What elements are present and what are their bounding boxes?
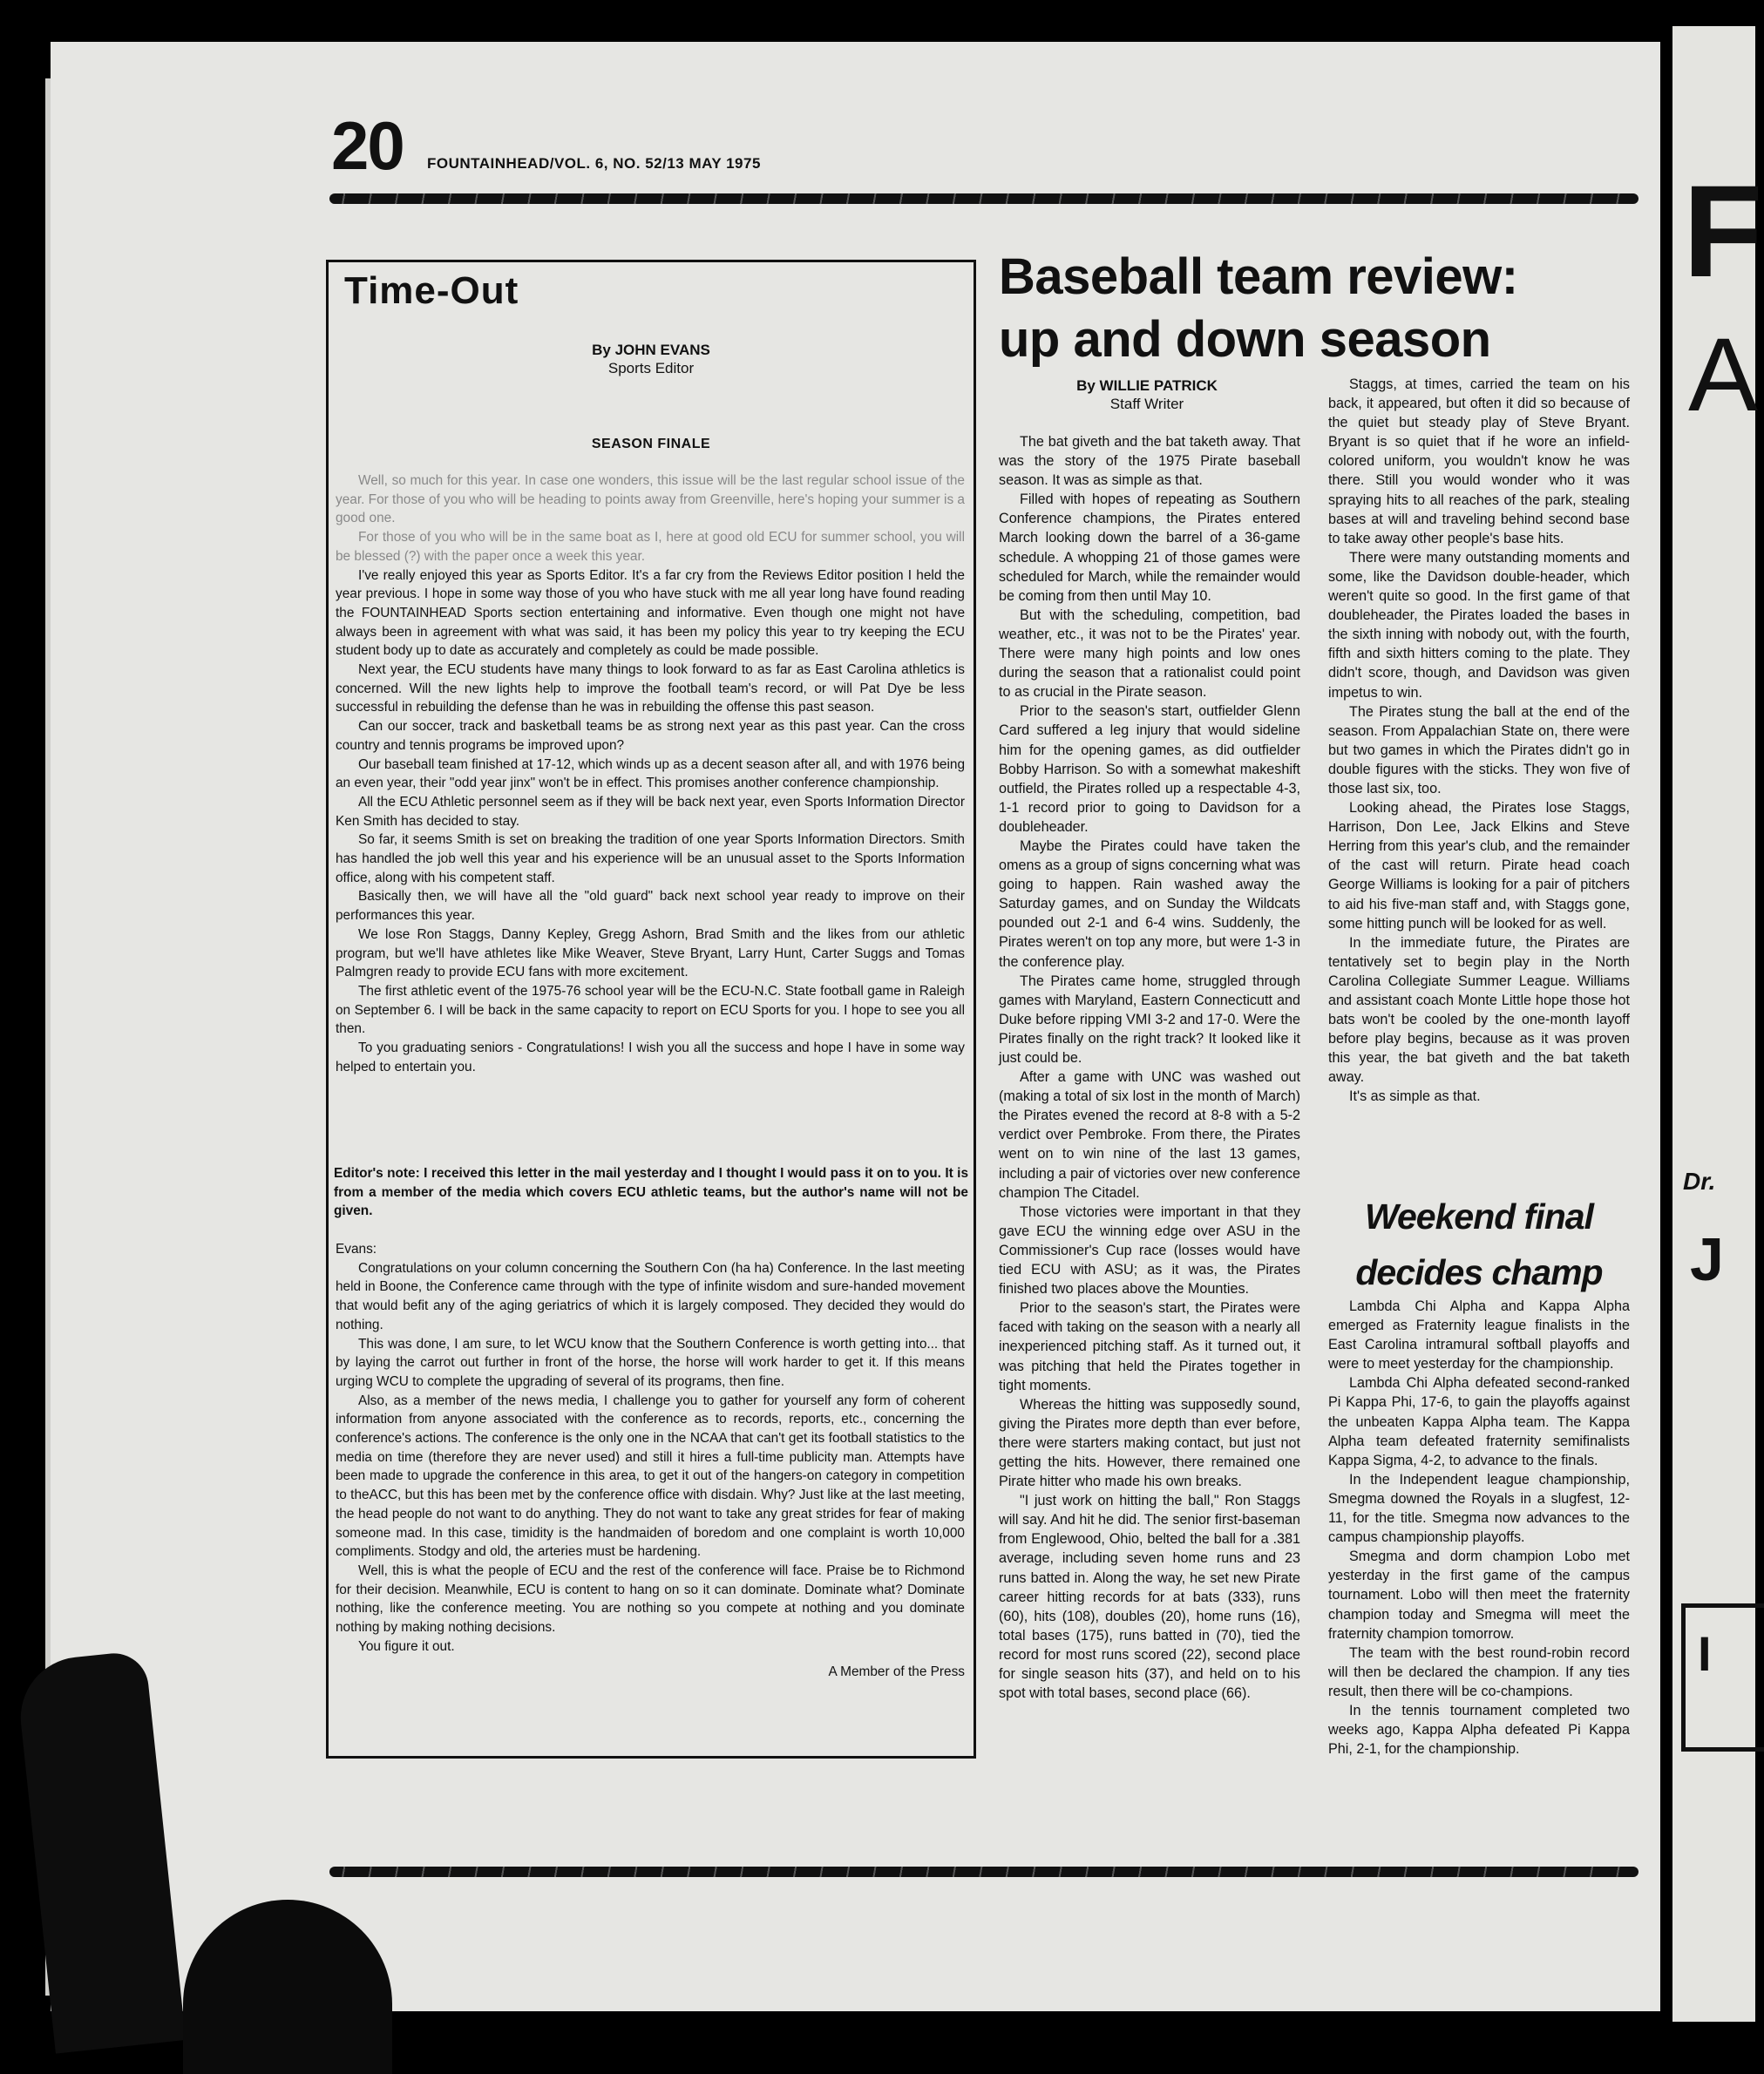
byline-role: Staff Writer	[1109, 396, 1184, 412]
byline-author: By JOHN EVANS	[592, 342, 710, 358]
letter-paragraph: You figure it out.	[358, 1638, 455, 1654]
paragraph: Well, so much for this year. In case one wonders, this issue will be the last regular school issue of the year. For those of you who will be heading to points away from Greenville, here's hoping your summer is a good one.	[336, 473, 965, 526]
paragraph: Filled with hopes of repeating as Southern Conference champions, the Pirates entered March looking down the barrel of a 36-game schedule. A whopping 21 of those games were scheduled for March, while the remainder would be coming from then until May 10.	[999, 491, 1300, 604]
paragraph: Prior to the season's start, outfielder Glenn Card suffered a leg injury that would sideline him for the opening games, as did outfielder Bobby Harrison. So with a somewhat makeshift outfield, the Pirates rolled up a respectable 4-3, 1-1 record prior to going to Davidson for a doubleheader.	[999, 703, 1300, 835]
paragraph: To you graduating seniors - Congratulations! I wish you all the success and hope I have in some way helped to entertain you.	[336, 1040, 965, 1074]
weekend-headline	[1328, 1189, 1630, 1300]
paragraph: Smegma and dorm champion Lobo met yesterday in the first game of the campus tournament. Lobo will then meet the fraternity champion today and Smegma will meet the fraternity champion tomorrow.	[1328, 1549, 1630, 1642]
paragraph: Looking ahead, the Pirates lose Staggs, Harrison, Don Lee, Jack Elkins and Steve Herring from this year's club, and the remainder of the cast will return. Pirate head coach George Williams is looking for a pair of pitchers to aid his five-man staff and, with Staggs gone, some hitting punch will be looked for as well.	[1328, 800, 1630, 932]
letter-paragraph: Congratulations on your column concerning the Southern Con (ha ha) Conference. In the last meeting held in Boone, the Conference came through with the type of infinite wisdom and sure-handed movement that would befit any of the aging geriatrics of which it is largely composed. They decided they would do nothing.	[336, 1260, 965, 1332]
letter-paragraph: Well, this is what the people of ECU and the rest of the conference will face. Praise be to Richmond for their decision. Meanwhile, ECU is content to hang on so it can dominate. Dominate what? Dominate nothing, like the conference meeting. You are nothing so you compete at nothing and you dominate nothing by making nothing decisions.	[336, 1562, 965, 1636]
adjacent-headline-f: F	[1683, 158, 1763, 304]
byline-role: Sports Editor	[607, 360, 695, 376]
column-byline	[329, 341, 974, 377]
column-body	[336, 471, 965, 1077]
column-title: Time-Out	[344, 269, 519, 312]
letter-salutation: Evans:	[336, 1242, 377, 1257]
paragraph: Prior to the season's start, the Pirates were faced with taking on the season with a nearly all inexperienced pitching staff. As it turned out, it was pitching that held the Pirates together in tight moments.	[999, 1300, 1300, 1393]
paragraph: The Pirates stung the ball at the end of the season. From Appalachian State on, there were but two games in which the Pirates didn't go in double figures with the sticks. They won five of those last six, too.	[1328, 703, 1630, 796]
letter-body	[336, 1240, 965, 1682]
paragraph: In the tennis tournament completed two weeks ago, Kappa Alpha defeated Pi Kappa Phi, 2-1, for the championship.	[1328, 1702, 1630, 1758]
adjacent-page	[1660, 26, 1763, 2022]
bottom-decorative-rule	[329, 1867, 1638, 1877]
paragraph: Those victories were important in that they gave ECU the winning edge over ASU in the Commissioner's Cup race (losses would have tied ECU with ASU; as it was, the Pirates finished two places above the Mounties.	[999, 1203, 1300, 1298]
paragraph: The Pirates came home, struggled through games with Maryland, Eastern Connecticutt and Duke before ripping VMI 3-2 and 17-0. Were the Pirates finally on the right track? It looked like it just could be.	[999, 973, 1300, 1066]
paragraph: The first athletic event of the 1975-76 school year will be the ECU-N.C. State football game in Raleigh on September 6. I will be back in the same capacity to report on ECU Sports for you. I hope to see you all then.	[336, 983, 965, 1037]
paragraph: There were many outstanding moments and some, like the Davidson double-header, which weren't quite so good. In the first game of that doubleheader, the Pirates loaded the bases in the sixth inning with nobody out, with the fourth, fifth and sixth hitters coming to the plate. They didn't score, though, and Davidson was given impetus to win.	[1328, 549, 1630, 701]
headline-line: up and down season	[999, 311, 1491, 368]
byline-author: By WILLIE PATRICK	[1076, 377, 1218, 394]
paragraph: So far, it seems Smith is set on breaking the tradition of one year Sports Information Directors. Smith has handled the job well this year and his experience will be an unusual asset to the Sports Information office, along with his competent staff.	[336, 832, 965, 885]
letter-paragraph: Also, as a member of the news media, I challenge you to gather for yourself any form of coherent information from anyone associated with the conference as to records, reports, etc., concerning the conference's actions. The conference is the only one in the NCAA that can't get its football statistics to the media on time (therefore they are never used) and still it hires a full-time publicity man. Attempts have been made to upgrade the conference in this area, to get it out of the hangers-on category in competition to theACC, but this has been met by the conference office with disdain. Why? Just like at the last meeting, the head people do not want to do anything. They do not want to take any great strides for fear of making someone mad. In this case, timidity is the handmaiden of boredom and one complaint is worth 10,000 compliments. Stodgy and old, the arteries must be hardening.	[336, 1393, 965, 1560]
baseball-column-2	[1328, 375, 1630, 1107]
paragraph: We lose Ron Staggs, Danny Kepley, Gregg Ashorn, Brad Smith and the likes from our athletic program, but we'll have athletes like Mike Weaver, Steve Bryant, Larry Hunt, Carter Suggs and Tomas Palmgren ready to provide ECU fans with more excitement.	[336, 926, 965, 980]
adjacent-headline-a: A	[1688, 316, 1759, 433]
paragraph: Can our soccer, track and basketball teams be as strong next year as this past year. Can the cross country and tennis programs be improved upon?	[336, 719, 965, 753]
paragraph: In the Independent league championship, Smegma downed the Royals in a slugfest, 12-11, for the title. Smegma now advances to the campus championship playoffs.	[1328, 1471, 1630, 1546]
paragraph: Lambda Chi Alpha and Kappa Alpha emerged as Fraternity league finalists in the East Carolina intramural softball playoffs and were to meet yesterday for the championship.	[1328, 1298, 1630, 1372]
editors-note: Editor's note: I received this letter in the mail yesterday and I thought I would pass it on to you. It is from a member of the media which covers ECU athletic teams, but the author's name will not be given.	[334, 1166, 968, 1219]
top-decorative-rule	[329, 193, 1638, 204]
headline-line: Baseball team review:	[999, 248, 1518, 305]
headline-line: Weekend final	[1365, 1196, 1593, 1237]
paragraph: After a game with UNC was washed out (making a total of six lost in the month of March) the Pirates evened the record at 8-8 with a 5-2 verdict over Pembroke. From there, the Pirates went on to win nine of the last 13 games, including a pair of victories over new conference champion The Citadel.	[999, 1069, 1300, 1201]
adjacent-headline-j: J	[1690, 1225, 1724, 1293]
paragraph: All the ECU Athletic personnel seem as if they will be back next year, even Sports Information Director Ken Smith has decided to stay.	[336, 794, 965, 829]
paragraph: It's as simple as that.	[1349, 1088, 1481, 1105]
paragraph: The team with the best round-robin record will then be declared the champion. If any ties result, then there will be co-champions.	[1328, 1644, 1630, 1699]
paragraph: Basically then, we will have all the "old guard" back next school year ready to improve on their performances this year.	[336, 889, 965, 924]
headline-line: decides champ	[1355, 1252, 1603, 1292]
paragraph: In the immediate future, the Pirates are tentatively set to begin play in the North Carolina Collegiate Summer League. Williams and assistant coach Monte Little hope those hot bats won't be cooled by the one-month layoff before play begins, because as it was proven this year, the bat giveth and the bat taketh away.	[1328, 934, 1630, 1086]
paragraph: Staggs, at times, carried the team on his back, it appeared, but often it did so because of the quiet but steady play of Steve Bryant. Bryant is so quiet that if he wore an infield-colored uniform, you wouldn't know he was there. Still you would wonder who it was spraying hits to all reaches of the park, stealing bases at will and traveling behind second base to take away other people's base hits.	[1328, 376, 1630, 546]
baseball-headline	[999, 246, 1609, 371]
adjacent-box	[1681, 1603, 1764, 1752]
paragraph: Maybe the Pirates could have taken the omens as a group of signs concerning what was going to happen. Rain washed away the Saturday games, and on Sunday the Wildcats pounded out 2-1 and 6-4 wins. Suddenly, the Pirates weren't on top any more, but were 1-3 in the conference play.	[999, 837, 1300, 970]
paragraph: The bat giveth and the bat taketh away. That was the story of the 1975 Pirate baseball season. It was as simple as that.	[999, 434, 1300, 489]
letter-paragraph: This was done, I am sure, to let WCU know that the Southern Conference is worth getting into... that by laying the carrot out further in front of the horse, the horse will work harder to get it. If this means urging WCU to complete the upgrading of several of its programs, then fine.	[336, 1336, 965, 1389]
paragraph: "I just work on hitting the ball," Ron Staggs will say. And hit he did. The senior first-baseman from Englewood, Ohio, belted the ball for a .381 average, including seven home runs and 23 runs batted in. Along the way, he set new Pirate career hitting records for at bats (333), runs (60), hits (108), doubles (20), home runs (16), total bases (175), runs batted in (70), tied the record for most runs scored (22), second place for single season hits (37), and held on to his spot with total bases, second place (66).	[999, 1493, 1300, 1702]
paragraph: I've really enjoyed this year as Sports Editor. It's a far cry from the Reviews Editor position I held the year previous. I hope in some way those of you who have stuck with me all year long have found reading the FOUNTAINHEAD Sports section entertaining and informative. Even though one might not have always been in agreement with what was said, it has been my policy this year to try keeping the ECU student body up to date as accurately and completely as could be made possible.	[336, 567, 965, 659]
paragraph: Lambda Chi Alpha defeated second-ranked Pi Kappa Phi, 17-6, to gain the playoffs against the unbeaten Kappa Alpha team. The Kappa Alpha team defeated fraternity semifinalists Kappa Sigma, 4-2, to advance to the finals.	[1328, 1375, 1630, 1468]
adjacent-dr-fragment: Dr.	[1683, 1168, 1716, 1195]
paragraph: But with the scheduling, competition, bad weather, etc., it was not to be the Pirates' year. There were many high points and low ones during the season that a rationalist could point to as crucial in the Pirate season.	[999, 607, 1300, 701]
column-subhead: SEASON FINALE	[591, 437, 711, 451]
running-header: FOUNTAINHEAD/VOL. 6, NO. 52/13 MAY 1975	[427, 155, 761, 172]
paragraph: For those of you who will be in the same boat as I, here at good old ECU for summer school, you will be blessed (?) with the paper once a week this year.	[336, 530, 965, 564]
baseball-byline	[999, 376, 1295, 413]
microfilm-stamp	[144, 941, 196, 1220]
page-number: 20	[331, 107, 404, 184]
paragraph: Whereas the hitting was supposedly sound, giving the Pirates more depth than ever before, there were starters making contact, but just not getting the hits. However, there remained one Pirate hitter who made his own breaks.	[999, 1396, 1300, 1490]
letter-signature: A Member of the Press	[828, 1664, 965, 1680]
paragraph: Next year, the ECU students have many things to look forward to as far as East Carolina athletics is concerned. Will the new lights help to improve the football team's record, or will Pat Dye be less successful in rebuilding the defense than he was in rebuilding the offense this past season.	[336, 662, 965, 715]
weekend-body	[1328, 1297, 1630, 1759]
time-out-column-box	[326, 260, 976, 1759]
adjacent-box-letter: I	[1698, 1626, 1712, 1681]
paragraph: Our baseball team finished at 17-12, which winds up as a decent season after all, and with 1976 being an even year, their "odd year jinx" won't be in effect. This promises another conference championship.	[336, 756, 965, 791]
baseball-column-1	[999, 432, 1300, 1703]
